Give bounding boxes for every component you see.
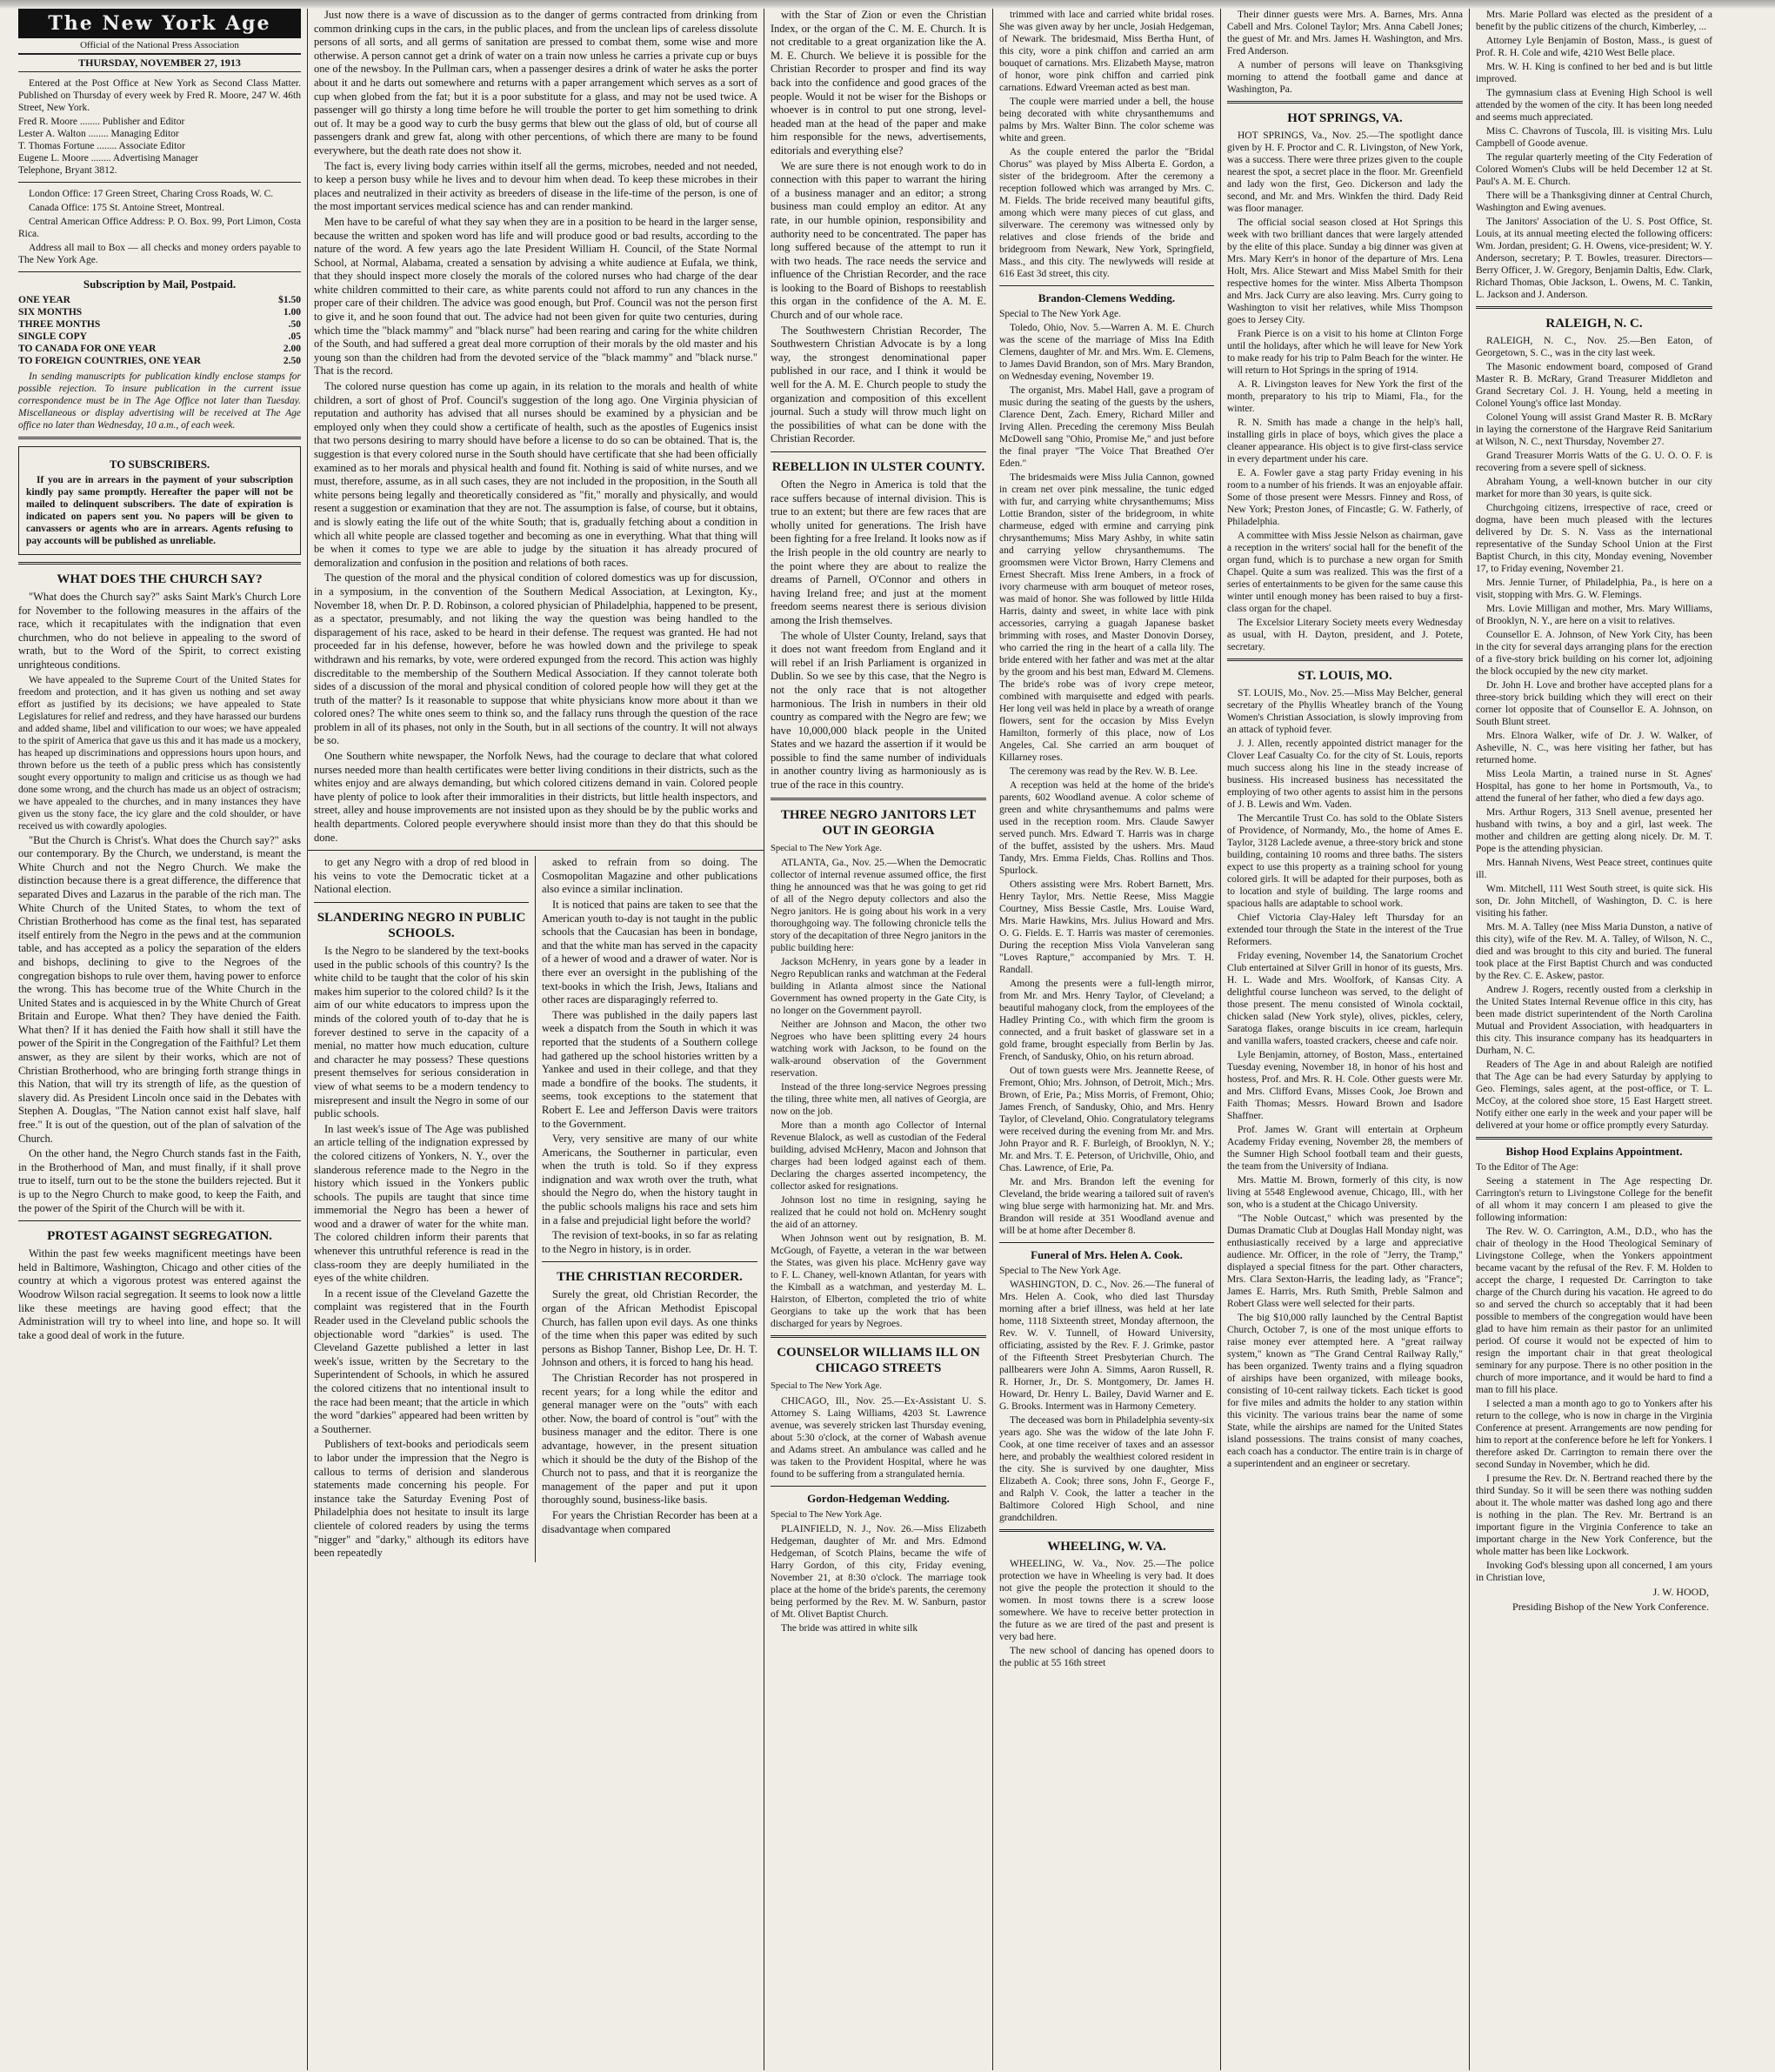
- recorder-p1: Surely the great, old Christian Recorder, the organ of the African Methodist Episcopal Church, has fallen upon evil days. As one thinks of the time when this paper was edited by such persons as Bishop Tanner, Bishop Lee, Dr. H. T. Johnson and others, it is forced to hang his head.: [542, 1288, 757, 1369]
- staff-line: T. Thomas Fortune ........ Associate Editor: [18, 141, 185, 151]
- janitors-p7: When Johnson went out by resignation, B. M. McGough, of Fayette, a veteran in the war between the States, was given his place. McHenry gave way to F. L. Chaney, well-known Atlantan, for years with the Kimball as a watchman, and yesterday M. L. Hairston, of Elberton, completed the trio of white Georgians to take up the work that has been discharged for years by Negroes.: [771, 1233, 986, 1330]
- rate-row: [18, 355, 301, 367]
- recorder-p4: with the Star of Zion or even the Christian Index, or the organ of the C. M. E. Church. It is not creditable to a great organization like the A. M. E. Church. We believe it is possible for the Christian Recorder to prosper and find its way back into the confidence and good graces of the people. Would it not be wiser for the Bishops or whoever is in control to put one strong, level-headed man at the head of the paper and make him responsible for the news, advertisements, editorials and everything else?: [771, 9, 986, 157]
- right-p2: Attorney Lyle Benjamin of Boston, Mass., is guest of Prof. R. H. Cole and wife, 4210 West Belle place.: [1476, 36, 1712, 58]
- wheeling-p1: WHEELING, W. Va., Nov. 25.—The police protection we have in Wheeling is very bad. It does not give the people the protection it should to the women. In most towns there is a screw loose somewhere. We have to receive better protection in the future as we are tired of the past and present is very bad here.: [999, 1559, 1214, 1642]
- brandon-p8: Out of town guests were Mrs. Jeannette Reese, of Fremont, Ohio; Mrs. Johnson, of Detroit, Mich.; Mrs. Brown, of Erie, Pa.; Miss Morris, of Fremont, Ohio; James French, of Sandusky, Ohio, and Mrs. Henry Taylor, of Cleveland, Ohio. Congratulatory telegrams were received during the evening from Mr. and Mrs. John Prayor and R. F. Burleigh, of Brooklyn, N. Y.; Mr. and Mrs. T. E. Peterson, of Urichville, Ohio, and Chas. Lawrence, of Erie, Pa.: [999, 1066, 1214, 1173]
- society-p1: Their dinner guests were Mrs. A. Barnes, Mrs. Anna Cabell and Mrs. Colonel Taylor; Mrs. Anna Cabell Jones; the guest of Mr. and Mrs. James H. Washington, and Mrs. Fred Anderson.: [1227, 10, 1463, 57]
- janitors-p1: ATLANTA, Ga., Nov. 25.—When the Democratic collector of internal revenue assumed office, the first thing he announced was that he was going to get rid of all of the Negro deputy collectors and also the Negro janitors. He is going about his work in a very thoroughgoing way. The following chronicle tells the story of the decapitation of three Negro janitors in the public building here:: [771, 858, 986, 954]
- bishop-hood-p1: Seeing a statement in The Age respecting Dr. Carrington's return to Livingstone College for the benefit of all whom it may concern I am pleased to give the following information:: [1476, 1176, 1712, 1223]
- rate-row: [18, 306, 301, 318]
- right-p7: There will be a Thanksgiving dinner at Central Church, Washington and Ewing avenues.: [1476, 190, 1712, 213]
- divider: [18, 562, 301, 565]
- raleigh-p16: Mrs. M. A. Talley (nee Miss Maria Dunston, a native of this city), wife of the Rev. M. A. Talley, of Wilson, N. C., died and was brought to this city and buried. The funeral took place at the First Baptist Church and was conducted by the Rev. C. E. Askew, pastor.: [1476, 922, 1712, 981]
- wheeling-heading: WHEELING, W. VA.: [1047, 1540, 1166, 1554]
- water-p4: The colored nurse question has come up again, in its relation to the morals and health of white children, a sort of ghost of Prof. Council's suggestion of the long ago. One Virginia physician of reputation and authority has advised that all nurses should be examined by a physician and be employed only when they could show a certificate of health, such as the apostles of Eugenics insist that two persons desiring to marry should have before a license to do so can be obtained. That is, the suggestion is that every colored nurse in the South should have certificate that she had been officially examined as to her morals and physical health and found fit. Nothing is said of white nurses, and we must, therefore, assume, as in all such cases, they are not included in the proposition, in the South all white persons being legally and theoretically considered as "fit," morally and physically, and would resent a suggestion or examination that they are not. The assumption is false, of course, but it obtains, and is slowly eating the life out of the white South; that is, gradually fetching about a condition in which all white people are classed together and becoming as one in everything. What that thing will be when it comes to type we are able to judge by the situation it has already procured of demoralization and confusion in the position and relations of both races.: [314, 380, 757, 569]
- raleigh-p12: Miss Leola Martin, a trained nurse in St. Agnes' Hospital, has gone to her home in Portsmouth, Va., to attend the funeral of her father, who died a few days ago.: [1476, 769, 1712, 804]
- submission-note: In sending manuscripts for publication kindly enclose stamps for possible rejection. To insure publication in the current issue correspondence must be in The Age Office not later than Tuesday. Miscellaneous or display advertising will be received at The Age office no later than Wednesday, 10 a.m., of each week.: [18, 371, 301, 431]
- right-p1: Mrs. Marie Pollard was elected as the president of a benefit by the public citizens of the church, Kimberley, ...: [1476, 10, 1712, 32]
- st-louis-p8: Mrs. Mattie M. Brown, formerly of this city, is now living at 5548 Englewood avenue, Chicago, Ill., with her son, who is a student at the Chicago University.: [1227, 1175, 1463, 1210]
- raleigh-p9: Counsellor E. A. Johnson, of New York City, has been in the city for several days arranging plans for the erection of a five-story brick building on his corner lot, adjoining the block occupied by the new city market.: [1476, 630, 1712, 677]
- hot-springs-p2: The official social season closed at Hot Springs this week with two brilliant dances that were largely attended by the elite of this place. Sunday a big dinner was given at Mrs. Mary Kerr's in honor of the departure of Mrs. Lena Holt, Mrs. Alice Stewart and Miss Mabel Smith for their respective homes for the winter. Miss Alberta Thompson and Mrs. Jack Curry are also leaving. Mrs. Curry going to Washington to visit her relatives, while Miss Thompson goes to Jersey City.: [1227, 217, 1463, 325]
- masthead-subtitle: Official of the National Press Association: [80, 40, 239, 50]
- raleigh-p2: The Masonic endowment board, composed of Grand Master R. B. McRary, Grand Treasurer Middleton and Grand Secretary Col. J. H. Young, held a meeting in Colonel Young's office last Monday.: [1476, 362, 1712, 409]
- slandering-p8: Very, very sensitive are many of our white Americans, the Southerner in particular, even when the truth is told. So if they express indignation and wax wroth over the truth, what should the Negro do, when the history taught in the public schools maligns his race and sets him in a false and prejudicial light before the world?: [542, 1133, 757, 1226]
- divider: [18, 1220, 301, 1221]
- column-1: [12, 9, 308, 2070]
- janitors-heading: THREE NEGRO JANITORS LET OUT IN GEORGIA: [780, 807, 977, 838]
- counselor-heading: COUNSELOR WILLIAMS ILL ON CHICAGO STREETS: [777, 1346, 980, 1376]
- letter-salutation: To the Editor of The Age:: [1476, 1162, 1579, 1173]
- recorder-heading: THE CHRISTIAN RECORDER.: [557, 1270, 743, 1285]
- editorial-wide: [308, 9, 764, 845]
- slandering-p2: In last week's issue of The Age was published an article telling of the indignation expressed by the colored citizens of Yonkers, N. Y., over the slanderous reference made to the Negro in the history which issued in the Yonkers public schools. The pupils are taught that since time immemorial the Negro has been a hewer of wood and a drawer of water for the white man. The colored children inform their parents that whenever this untruthful reference is read in the class-room they are deeply humiliated in the eyes of the white children.: [314, 1122, 529, 1285]
- recorder-p6: The Southwestern Christian Recorder, The Southwestern Christian Advocate is by a long way, the strongest denominational paper published in our race, and I think it would be well for the A. M. E. Church people to study the organization and composition of this excellent journal. Such a study will throw much light on the possibilities of what can be done with the Christian Recorder.: [771, 324, 986, 445]
- hot-springs-p3: Frank Pierce is on a visit to his home at Clinton Forge until the holidays, after which he will leave for New York to make ready for his trip to Palm Beach for the winter. He will return to Hot Springs in the spring of 1914.: [1227, 329, 1463, 376]
- water-p1: Just now there is a wave of discussion as to the danger of germs contracted from drinking from common drinking cups in the cars, in the public places, and from the unclean lips of careless dissolute persons of all sorts, and all germs of sanitation are pressed to combat them, some wise and more otherwise. A person cannot get a drink of water on a train now unless he carries a private cup or buys one of the newsboy. In the Pullman cars, when a passenger desires a drink of water he asks the porter about it and he darts out somewhere and returns with a paper arrangement which serves as a sort of cup when globed from the fat; but it is a poor substitute for a glass, and may not be used twice. A passenger will go thirsty a long time before he will trouble the porter to get him something to drink out of. It may be a good way to curb the busy germs that blew out the glass of old, but of course all passengers drank and grew fat, along with other percentions, of which there are many to be found everywhere, but the death rate does not show it.: [314, 9, 757, 157]
- slandering-p4: Publishers of text-books and periodicals seem to labor under the impression that the Negro is callous to terms of derision and slanderous statements made concerning his people. For instance take the Saturday Evening Post of Philadelphia does not hesitate to insult its large clientele of colored readers by using the terms "nigger" and "darky," although its editors have been repeatedly: [314, 1438, 529, 1560]
- raleigh-p6: Churchgoing citizens, irrespective of race, creed or dogma, have been much pleased with the lectures delivered by Dr. S. N. Vass as the international representative of the Sunday School Union at the First Baptist Church, in this city, Monday evening, November 17, to Friday evening, November 21.: [1476, 503, 1712, 574]
- hot-springs-p8: The Excelsior Literary Society meets every Wednesday as usual, with H. Dayton, president, and J. Potete, secretary.: [1227, 618, 1463, 652]
- rebellion-p2: The whole of Ulster County, Ireland, says that it does not want freedom from England and it will rebel if an Irish Parliament is organized in Dublin. So we see by this case, that the Negro is not the only race that is not altogether harmonious. The Irish in numbers in their old country as compared with the Negro are few; we have 10,000,000 black people in the United States and we hazard the assertion if it would be possible to find the same number of individuals in another country living as harmoniously as is true of the race in this country.: [771, 629, 986, 792]
- negro-drop-text: to get any Negro with a drop of red blood in his veins to vote the Democratic ticket at a National election.: [314, 856, 529, 896]
- column-3: [764, 9, 993, 2070]
- to-subscribers-body: If you are in arrears in the payment of your subscription kindly pay same promptly. Hereafter the paper will not be mailed to delinquent subscribers. The date of expiration is indicated on papers sent you. No papers will be given to canvassers or agents who are in arrears. Agents refusing to pay accounts will be published as unreliable.: [26, 475, 293, 546]
- dateline-special: Special to The New York Age.: [771, 1509, 882, 1520]
- brandon-p5: A reception was held at the home of the bride's parents, 602 Woodland avenue. A color scheme of green and white chrysanthemums and palms were used in the reception room. Mrs. Claude Sawyer served punch. Mrs. Edward T. Harris was in charge of the buffet, assisted by the ushers. Mrs. Maud Tandy, Mrs. Emma Fields, Chas. Rollins and Thos. Spurlock.: [999, 780, 1214, 876]
- church-heading: WHAT DOES THE CHURCH SAY?: [57, 572, 263, 586]
- column-2b: [536, 856, 764, 1562]
- right-p8: The Janitors' Association of the U. S. Post Office, St. Louis, at its annual meeting elected the following officers: Wm. Jordan, president; G. H. Owens, vice-president; W. Y. Anderson, secretary; P. T. Bowles, treasurer. Directors—Berry Officer, J. W. Gregory, Benjamin Daltis, Edw. Clark, Richard Thomas, Obie Jackson, L. Owens, M. C. Tankin, L. Jackson and J. Anderson.: [1476, 217, 1712, 300]
- divider: [771, 1486, 986, 1487]
- raleigh-p1: RALEIGH, N. C., Nov. 25.—Ben Eaton, of Georgetown, S. C., was in the city last week.: [1476, 336, 1712, 358]
- office-line: Canada Office: 175 St. Antoine Street, Montreal.: [29, 203, 224, 213]
- church-p3: "But the Church is Christ's. What does the Church say?" asks our contemporary. By the Church, we understand, is meant the White Church and not the Negro Church. We make the distinction because there is a great difference, the difference that separated Dives and Lazarus in the parable of the rich man. The White Church of the United States, to whom the text of Christian Brotherhood has come as the final test, has separated itself entirely from the Negro in the pews and at the communion table, and has accepted as a policy the separation of the elders and bishops, declining to give to the Negroes of the congregation bishops to rule over them, having power to enforce the wrong. This has become true of the White Church in the United States and is acquiesced in by the White Church of Great Britain and Europe. What then? They have denied the Faith. What then? If it has denied the Faith how shall it still have the power of the Spirit in the Congregation of the Faithful? Let them answer, as they are silent by their works, which are not of Christian Brotherhood, who are bringing forth strange things in this Nation, that will try its strength of life, as the question of slavery did. As President Lincoln once said in the Debates with Stephen A. Douglas, "The Nation cannot exist half slave, half free." It is out of the question, out of the plan of salvation of the Church.: [18, 833, 301, 1145]
- bishop-hood-p2: The Rev. W. O. Carrington, A.M., D.D., who has the chair of theology in the Hood Theological Seminary of Livingstone College, when the Yonkers appointment became vacant by the refusal of the Rev. F. M. Holden to accept the charge, I requested Dr. Carrington to take charge of the Church during his vacation. He agreed to do so and served the church so acceptably that it had been possible to members of the congregation would have been glad to have him remain as their pastor for an unlimited period. Of course it would not be expected of him to resign the important chair in that great theological seminary for any purpose. There is no other position in the church of more importance, and it would be hard to find a man to fill his place.: [1476, 1226, 1712, 1395]
- brandon-p1: Toledo, Ohio, Nov. 5.—Warren A. M. E. Church was the scene of the marriage of Miss Ina Edith Clemens, daughter of Mr. and Mrs. Wm. E. Clemens, to James David Brandon, son of Mrs. Mary Brandon, on Wednesday evening, November 19.: [999, 323, 1214, 382]
- church-p1: "What does the Church say?" asks Saint Mark's Church Lore for November to the following measures in the affairs of the race, which it recapitulates with the indignation that even churchmen, who do not believe in appealing to the sword of wrath, but to the Word of the Spirit, to correct existing unrighteous conditions.: [18, 591, 301, 671]
- divider: [1476, 1137, 1712, 1140]
- hot-springs-p6: E. A. Fowler gave a stag party Friday evening in his room to a number of his friends. It was an enjoyable affair. Some of those present were Messrs. Finney and Ross, of New York; Preston Jones, of Fincastle; G. W. Fatherly, of Philadelphia.: [1227, 468, 1463, 527]
- divider: [1227, 658, 1463, 661]
- bishop-hood-p4: I presume the Rev. Dr. N. Bertrand reached there by the third Sunday. So it will be seen there was nothing sudden about it. The whole matter was dashed long ago and there is nothing in the plan. The Rev. Mr. Bertrand is an important figure in the Virginia Conference to take an important charge in the New York Conference, but the whole matter has been like Lockwork.: [1476, 1474, 1712, 1557]
- protest-heading: PROTEST AGAINST SEGREGATION.: [47, 1229, 272, 1244]
- divider: [771, 1335, 986, 1338]
- divider: [308, 850, 764, 851]
- raleigh-p5: Abraham Young, a well-known butcher in our city market for more than 30 years, is quite sick.: [1476, 477, 1712, 499]
- janitors-p2: Jackson McHenry, in years gone by a leader in Negro Republican ranks and watchman at the Federal building in Atlanta almost since the National Government has owned property in the Gate City, is no longer on the Government payroll.: [771, 957, 986, 1017]
- st-louis-p1: ST. LOUIS, Mo., Nov. 25.—Miss May Belcher, general secretary of the Phyllis Wheatley branch of the Young Women's Christian Association, is slowly improving from an attack of typhoid fever.: [1227, 688, 1463, 735]
- scan-edge-shadow: [0, 0, 1775, 9]
- to-subscribers-box: [18, 446, 301, 555]
- janitors-p4: Instead of the three long-service Negroes pressing the tiling, three white men, all natives of Georgia, are now on the job.: [771, 1082, 986, 1118]
- water-p6: One Southern white newspaper, the Norfolk News, had the courage to declare that what colored nurses needed more than health certificates were better living conditions in their districts, such as the whites enjoy and are always demanding, but which colored citizens demand in vain. Colored people have plenty of police to look after their immoralities in their districts, but little health inspectors, and street, alley and house improvements are not insisted upon as they should be by the public works and health departments. Colored people everywhere should insist more than they do that this should be done.: [314, 750, 757, 844]
- office-line: Central American Office Address: P. O. Box. 99, Port Limon, Costa Rica.: [18, 217, 301, 239]
- dateline-special: Special to The New York Age.: [999, 1266, 1122, 1276]
- st-louis-p6: Lyle Benjamin, attorney, of Boston, Mass., entertained Tuesday evening, November 18, in honor of his host and hostess, Prof. and Mrs. R. H. Cole. Other guests were Mr. and Mrs. Clifford Evans, Misses Cook, Joe Brown and Faith Thomas; Messrs. Howard Brown and Isadore Shaffner.: [1227, 1050, 1463, 1121]
- raleigh-p11: Mrs. Elnora Walker, wife of Dr. J. W. Walker, of Asheville, N. C., was here visiting her father, but has returned home.: [1476, 731, 1712, 765]
- divider: [999, 285, 1214, 286]
- column-2: [308, 9, 764, 2070]
- gordon-p4: The couple were married under a bell, the house being decorated with white chrysanthemums and palms by Mrs. Walter Binn. The color scheme was white and green.: [999, 97, 1214, 144]
- editorial-split: [308, 856, 764, 1562]
- water-p3: Men have to be careful of what they say when they are in a position to be heard in the larger sense, because the written and spoken word has life and will produce good or bad results, according to the nature of the word. A few years ago the late President William H. Council, of the State Normal School, at Normal, Alabama, created a sensation by advising a white audience at Eufala, we think, that they should inspect more closely the morals of the colored nurses who had charge of the dear white children committed to their care, as white parents could not afford to run any chances in the proper care of their children. The advice was good enough, but Prof. Council was not the person first to give it, and he soon found that out. The advice had not been given for quite two centuries, during which time the "black mammy" and "black nurse" had been rearing and caring for the white children of the South, and had suffered a great deal more corruption of their morals by the old master and his young son than the children had from the devoted service of the "black mammy" and "black nurse." That is the record.: [314, 215, 757, 378]
- st-louis-p5: Friday evening, November 14, the Sanatorium Crochet Club entertained at Silver Grill in honor of its guests, Mrs. H. L. Wade and Mrs. Woolfork, of Kansas City. A delightful course luncheon was served, to the delight of those present. The menu consisted of Winola cocktail, chicken salad (New York style), olives, pickles, celery, Saratoga flakes, orange biscuits in ice cream, harlequin and vanilla wafers, toasted crackers, cheese and cafe noir.: [1227, 951, 1463, 1046]
- brandon-p6: Others assisting were Mrs. Robert Barnett, Mrs. Henry Taylor, Mrs. Nettie Reese, Miss Maggie Courtney, Miss Bessie Castle, Mrs. Louise Ward, Mrs. Marie Hawkins, Mrs. Julius Howard and Mrs. O. G. Fields. E. T. Harris was master of ceremonies. During the reception Miss Viola Vanveleran sang "Loves Rapture," accompanied by Mrs. T. H. Randall.: [999, 879, 1214, 975]
- rate-row: [18, 318, 301, 331]
- slandering-p7: There was published in the daily papers last week a dispatch from the South in which it was reported that the students of a Southern college had gathered up the school histories written by a Yankee and used in their college, and that they made a bondfire of the books. The students, it seems, took exceptions to the statement that Robert E. Lee and Jefferson Davis were traitors to the Government.: [542, 1008, 757, 1130]
- brandon-p4: The ceremony was read by the Rev. W. B. Lee.: [1010, 766, 1198, 777]
- hot-springs-p7: A committee with Miss Jessie Nelson as chairman, gave a reception in the writers' social hall for the benefit of the organ fund, which is to purchase a new organ for Smith Chapel. Quite a sum was realized. This was the first of a series of entertainments to be given for the same cause this winter until enough money has been raised to buy a first-class organ for the chapel.: [1227, 531, 1463, 614]
- divider: [771, 451, 986, 452]
- raleigh-p7: Mrs. Jennie Turner, of Philadelphia, Pa., is here on a visit, stopping with Mrs. G. W. Flemings.: [1476, 578, 1712, 600]
- divider: [542, 1261, 757, 1262]
- dateline-special: Special to The New York Age.: [999, 309, 1122, 319]
- st-louis-p3: The Mercantile Trust Co. has sold to the Oblate Sisters of Providence, of Normandy, Mo., the home of Ames E. Taylor, 3128 Laclede avenue, a three-story brick and stone building, containing 10 rooms and three baths. The sisters expect to use this property as a training school for young colored girls. It will be adapted for their purposes, both as to location and style of building. The large rooms and spacious halls are adaptable to school work.: [1227, 813, 1463, 909]
- signature-title: Presiding Bishop of the New York Conference.: [1512, 1601, 1709, 1613]
- slandering-p9: The revision of text-books, in so far as relating to the Negro in history, is in order.: [542, 1229, 757, 1255]
- right-p5: Miss C. Chavrons of Tuscola, Ill. is visiting Mrs. Lulu Campbell of Goode avenue.: [1476, 126, 1712, 149]
- raleigh-p15: Wm. Mitchell, 111 West South street, is quite sick. His son, Dr. John Mitchell, of Washington, D. C. is here visiting his father.: [1476, 884, 1712, 919]
- recorder-p3: For years the Christian Recorder has been at a disadvantage when compared: [542, 1508, 757, 1535]
- st-louis-p7: Prof. James W. Grant will entertain at Orpheum Academy Friday evening, November 28, the members of the Sumner High School football team and their guests, the team from the University of Indiana.: [1227, 1125, 1463, 1172]
- divider: [18, 271, 301, 272]
- rate-price: 1.00: [283, 307, 301, 317]
- masthead-block: [18, 77, 301, 431]
- right-p6: The regular quarterly meeting of the City Federation of Colored Women's Clubs will be held December 12 at St. Paul's A. M. E. Church.: [1476, 152, 1712, 187]
- hot-springs-p5: R. N. Smith has made a change in the help's hall, installing girls in place of boys, which gives the place a cleaner appearance. His object is to give first-class service in every department under his care.: [1227, 418, 1463, 465]
- janitors-p5: More than a month ago Collector of Internal Revenue Blalock, as well as custodian of the Federal building, advised McHenry, Macon and Johnson that charges had been lodged against each of them. Declaring the charges asserted incompetency, the collector asked for resignations.: [771, 1120, 986, 1193]
- slandering-p3: In a recent issue of the Cleveland Gazette the complaint was registered that in the Fourth Reader used in the Cleveland public schools the objectionable word "darkies" is used. The Cleveland Gazette published a letter in last week's issue, written by the Secretary to the Superintendent of Schools, in which he assured the colored citizens that no intentional insult to the race had been meant; that the article in which the word "darkies" appeared had been written by a Southerner.: [314, 1287, 529, 1435]
- rate-price: 2.00: [283, 344, 301, 354]
- masthead-title: The New York Age: [18, 9, 301, 38]
- gordon-p5: As the couple entered the parlor the "Bridal Chorus" was played by Miss Alberta E. Gordon, a sister of the bridegroom. After the ceremony a reception followed which was arranged by Mrs. C. M. Fields. The bride received many beautiful gifts, among which were many pieces of cut glass, and silverware. The ceremony was witnessed only by relatives and close friends of the bride and bridegroom from Newark, New York, Springfield, Mass., and this city. The newlyweds will reside at 616 East 3d street, this city.: [999, 147, 1214, 279]
- church-p4: On the other hand, the Negro Church stands fast in the Faith, in the Brotherhood of Man, and must finally, if it shall prove true to itself, turn out to be the stone the builders rejected. But it is up to the Negro Church to make good, to keep the Faith, and the power of the Spirit of the Church will be with it.: [18, 1147, 301, 1214]
- brandon-heading: Brandon-Clemens Wedding.: [1038, 291, 1176, 304]
- rate-row: [18, 331, 301, 343]
- hot-springs-p4: A. R. Livingston leaves for New York the first of the month, preparatory to his trip to Miami, Fla., for the winter.: [1227, 379, 1463, 414]
- church-p2: We have appealed to the Supreme Court of the United States for freedom and protection, and it has given us nothing and set away effort as justified by its decisions; we have appealed to State Legislatures for relief and redress, and they have harassed our burdens and added shame, libel and vilification to our woes; we have appealed to the spirit of America that gave us this and it has made us a mockery, has heaped up discriminations and oppressions hours upon hours, and thrown before us the teeth of a public press which has consistently sought every opportunity to malign and criticise us as though we had done some wrong, and the church has made us an object of ostracism; we have appealed to the churches, and in many instances they have given us the stony face, the icy glare and the cold shoulder, or have received us with cowardly apologies.: [18, 674, 302, 832]
- raleigh-p18: Readers of The Age in and about Raleigh are notified that The Age can be had every Saturday by applying to Geo. Flemings, sales agent, at the post-office, or T. L. McCoy, at the colored shoe store, 15 East Hargett street. Notify either one early in the week and your paper will be delivered at your home or office promptly every Saturday.: [1476, 1059, 1712, 1131]
- bishop-hood-p5: Invoking God's blessing upon all concerned, I am yours in Christian love,: [1476, 1561, 1712, 1583]
- water-p2: The fact is, every living body carries within itself all the germs, microbes, needed and not needed, to keep a person busy while he lives and to devour him when dead. To keep these microbes in their places and neutralized in their activity as breeders of disease in the life-time of the person, is one of the most important services medical science has and can render mankind.: [314, 159, 757, 213]
- divider: [999, 1529, 1214, 1532]
- column-5: [1221, 9, 1470, 2070]
- divider: [18, 182, 301, 183]
- bishop-hood-p3: I selected a man a month ago to go to Yonkers after his return to the college, who is now in charge in the Virginia Conference at present. Arrangements are now pending for him to report at the conference before he left for Yonkers. I therefore asked Dr. Carrington to remain there over the second Sunday in November, which he did.: [1476, 1399, 1712, 1470]
- gordon-p2: The bride was attired in white silk: [781, 1623, 918, 1634]
- rate-price: 2.50: [283, 356, 301, 366]
- column-4: [993, 9, 1221, 2070]
- st-louis-p4: Chief Victoria Clay-Haley left Thursday for an extended tour through the State in the interest of the True Reformers.: [1227, 912, 1463, 947]
- rate-label: TO FOREIGN COUNTRIES, ONE YEAR: [18, 356, 201, 366]
- rate-label: ONE YEAR: [18, 295, 70, 305]
- society-p2: A number of persons will leave on Thanksgiving morning to attend the football game and dance at Washington, Pa.: [1227, 60, 1463, 95]
- rate-price: $1.50: [278, 295, 301, 305]
- column-6: [1470, 9, 1718, 2070]
- cook-p2: The deceased was born in Philadelphia seventy-six years ago. She was the widow of the late John F. Cook, at one time receiver of taxes and an assessor here, and probably the wealthiest colored resident in the city. She is survived by one daughter, Miss Elizabeth A. Cook; three sons, John F., George F., and Ralph V. Cook, the latter a teacher in the Baltimore Colored High School, and nine grandchildren.: [999, 1415, 1214, 1523]
- remit-note: Address all mail to Box — all checks and money orders payable to The New York Age.: [18, 243, 301, 265]
- divider: [1476, 306, 1712, 309]
- wheeling-p2: The new school of dancing has opened doors to the public at 55 16th street: [999, 1646, 1214, 1668]
- right-p4: The gymnasium class at Evening High School is well attended by the women of the city. It has been long needed and seems much appreciated.: [1476, 88, 1712, 123]
- recorder-p5: We are sure there is not enough work to do in connection with this paper to warrant the hiring of a business manager and an editor; a strong business man could employ an editor. At any rate, in our humble opinion, responsibility and authority need to be concentrated. The paper has long suffered because of the attempt to run it with two heads. The race needs the service and influence of the Christian Recorder, and the race is looking to the Board of Bishops to reestablish this organ in the confidence of the A. M. E. Church and of our whole race.: [771, 159, 986, 322]
- rate-price: .50: [288, 319, 301, 330]
- office-line: London Office: 17 Green Street, Charing Cross Roads, W. C.: [29, 189, 274, 199]
- gordon-p3: trimmed with lace and carried white bridal roses. She was given away by her uncle, Josiah Hedgeman, of Newark. The bridesmaid, Miss Bertha Hunt, of this city, wore a pink chiffon and carried an arm bouquet of carnations. Mrs. Elizabeth Mayse, matron of honor, wore pink chiffon and carried pink carnations. Edward Vreeman acted as best man.: [999, 10, 1214, 93]
- issue-date: THURSDAY, NOVEMBER 27, 1913: [18, 53, 301, 72]
- divider: [18, 437, 301, 439]
- raleigh-p4: Grand Treasurer Morris Watts of the G. U. O. O. F. is recovering from a severe spell of sickness.: [1476, 451, 1712, 473]
- to-subscribers-heading: TO SUBSCRIBERS.: [109, 458, 210, 471]
- rate-label: SINGLE COPY: [18, 331, 87, 342]
- raleigh-p3: Colonel Young will assist Grand Master R. B. McRary in laying the cornerstone of the Hargrave Reid Sanitarium at Wilson, N. C., next Thursday, November 27.: [1476, 412, 1712, 447]
- st-louis-p2: J. J. Allen, recently appointed district manager for the Clover Leaf Casualty Co. for the city of St. Louis, reports much success along his line in the steady increase of business. His increased business has necessitated the employing of two other agents to assist him in the persons of J. B. Lewis and Wm. Vaden.: [1227, 739, 1463, 810]
- bishop-hood-heading: Bishop Hood Explains Appointment.: [1505, 1145, 1683, 1158]
- raleigh-p17: Andrew J. Rogers, recently ousted from a clerkship in the United States Internal Revenue office in this city, has been made district superintendent of the North Carolina Mutual and Provident Association, with headquarters in this city. This insurance company has its headquarters in Durham, N. C.: [1476, 985, 1712, 1056]
- cook-heading: Funeral of Mrs. Helen A. Cook.: [1031, 1248, 1183, 1261]
- raleigh-p13: Mrs. Arthur Rogers, 313 Snell avenue, presented her husband with twins, a boy and a girl, last week. The mother and children are getting along nicely. Dr. M. T. Pope is the attending physician.: [1476, 807, 1712, 854]
- rate-label: SIX MONTHS: [18, 307, 83, 317]
- telephone: Telephone, Bryant 3812.: [18, 165, 117, 176]
- slandering-p6: It is noticed that pains are taken to see that the American youth to-day is not taught in the public schools that the Caucasian has been in bondage, and that the white man has served in the capacity of a hewer of wood and a drawer of water. Nor is there ever an oversight in the publishing of the text-books in which the Irish, Jews, Italians and other races are disparagingly referred to.: [542, 899, 757, 1006]
- staff-line: Eugene L. Moore ........ Advertising Manager: [18, 153, 198, 164]
- counselor-p1: CHICAGO, Ill., Nov. 25.—Ex-Assistant U. S. Attorney S. Laing Williams, 4203 St. Lawrence avenue, was severely stricken last Thursday evening, about 5:30 o'clock, at the corner of Wabash avenue and Adams street. An ambulance was called and he was taken to the Provident Hospital, where he was found to be suffering from a strangulated hernia.: [771, 1395, 986, 1480]
- rate-label: THREE MONTHS: [18, 319, 101, 330]
- rate-price: .05: [288, 331, 301, 342]
- brandon-p3: The bridesmaids were Miss Julia Cannon, gowned in cream net over pink messaline, the tunic edged with fur, and carrying white chrysanthemums; Miss Lottie Brandon, sister of the bridegroom, in white charmeuse, edged with ermine and carrying pink chrysanthemums; Miss Mary Ashby, in white satin and carrying yellow chrysanthemums. The groomsmen were Victor Brown, Harry Clemens and Ernest Shecraft. Miss Irene Ambers, in a frock of ivory charmeuse with arm bouquet of meteor roses, was maid of honor. She was followed by little Hilda Harris, dainty and sweet, in white lace with pink accessories, carrying a guagah Japanese basket brimming with roses, and Master Donovin Dorsey, who carried the ring in the heart of a calla lily. The bride entered with her father and was met at the altar by the groom and his best man, Edward M. Clemens. The bride's robe was of ivory crepe meteor, combined with marquisette and edged with pearls. Her long veil was held in place by a wreath of orange flowers, sent for the occasion by Miss Evelyn Hamilton, formerly of this place, now of Los Angeles, Cal. She carried an arm bouquet of Killarney roses.: [999, 472, 1214, 763]
- gordon-p1: PLAINFIELD, N. J., Nov. 26.—Miss Elizabeth Hedgeman, daughter of Mr. and Mrs. Edmond Hedgeman, of Scotch Plains, became the wife of Harry Gordon, of this city, Friday evening, November 21, at 8:30 o'clock. The marriage took place at the home of the bride's parents, the ceremony being performed by the Rev. M. W. Sanburn, pastor of Mt. Olivet Baptist Church.: [771, 1524, 986, 1621]
- slandering-p1: Is the Negro to be slandered by the text-books used in the public schools of this country? Is the white child to be taught that the color of his skin makes him superior to the colored child? Is it the aim of our white educators to impress upon the minds of the colored youth of to-day that he is forever destined to serve in the capacity of a menial, no matter how much education, culture and character he may possess? These questions present themselves for serious consideration in view of what seems to be a modern tendency to misrepresent and insult the Negro in some of our public schools.: [314, 945, 529, 1120]
- raleigh-p14: Mrs. Hannah Nivens, West Peace street, continues quite ill.: [1476, 858, 1712, 880]
- janitors-p6: Johnson lost no time in resigning, saying he realized that he could not hold on. McHenry sought the aid of an attorney.: [771, 1195, 986, 1231]
- st-louis-heading: ST. LOUIS, MO.: [1298, 669, 1392, 683]
- divider: [1227, 101, 1463, 104]
- rate-row: [18, 294, 301, 306]
- protest-body: Within the past few weeks magnificent meetings have been held in Baltimore, Washington, Chicago and other cities of the country at which a vigorous protest was entered against the Woodrow Wilson racial segregation. It seems to look now a little like these meetings are having good effect; that the Administration will try to wheel into line, and hope so. It will take a good deal of work in the future.: [18, 1247, 301, 1341]
- staff-line: Fred R. Moore ........ Publisher and Editor: [18, 117, 185, 127]
- gordon-heading: Gordon-Hedgeman Wedding.: [807, 1491, 950, 1505]
- divider: [999, 1242, 1214, 1243]
- raleigh-heading: RALEIGH, N. C.: [1545, 317, 1643, 331]
- brandon-p7: Among the presents were a full-length mirror, from Mr. and Mrs. Henry Taylor, of Cleveland; a beautiful mahogany clock, from the employees of the Hadley Printing Co., with which firm the groom is connected, and a fruit basket of glassware set in a gold frame, brought especially from Berlin by Jas. French, of Sandusky, Ohio, on his return abroad.: [999, 979, 1214, 1062]
- divider: [771, 798, 986, 800]
- column-2a: [308, 856, 536, 1562]
- brandon-p2: The organist, Mrs. Mabel Hall, gave a program of music during the seating of the guests by the ushers, Clarence Dent, Zach. Emery, Richard Miller and Irving Allen. Preceding the ceremony Miss Beulah McDowell sang "Ohio, Promise Me," and just before the final prayer "The Voice That Breathed O'er Eden.": [999, 385, 1214, 469]
- water-p5: The question of the moral and the physical condition of colored domestics was up for discussion, in a symposium, in the convention of the Southern Medical Association, at Lexington, Ky., November 18, when Dr. P. D. Robinson, a colored physician of Philadelphia, happened to be present, as a spectator, presumably, and not liking the way the question was being handled to the disparagement of his race, asked to be heard in their defense. The request was granted. He had not proceeded far in his defense, however, before he was howled down and the privilege to speak withdrawn and his remarks, by vote, were ordered expunged from the record. This action was highly discreditable to the membership of the Southern Medical Association. If they cannot tolerate both sides of a discussion of the moral and physical condition of colored people how will they get at the truth of the matter? Is it reasonable to suppose that white physicians know more about it than we colored ones? The white ones seem to think so, and the fallacy runs through the question of the race problem in all of its phases, not only in the South, but in all sections of the country. It will not always be so.: [314, 571, 757, 747]
- signature: J. W. HOOD,: [1652, 1586, 1709, 1598]
- slandering-p5: asked to refrain from so doing. The Cosmopolitan Magazine and other publications also evince a similar inclination.: [542, 856, 757, 896]
- subscription-heading: Subscription by Mail, Postpaid.: [83, 277, 237, 291]
- raleigh-p8: Mrs. Lovie Milligan and mother, Mrs. Mary Williams, of Brooklyn, N. Y., are here on a visit to relatives.: [1476, 604, 1712, 626]
- staff-line: Lester A. Walton ........ Managing Editor: [18, 129, 179, 139]
- slandering-heading: SLANDERING NEGRO IN PUBLIC SCHOOLS.: [317, 911, 526, 940]
- recorder-p2: The Christian Recorder has not prospered in recent years; for a long while the editor and general manager were on the "outs" with each other. Now, the board of control is "out" with the business manager and the editor. There is one advantage, however, in the present situation which it should be the duty of the Bishop of the Church not to pass, and that it is reorganize the management of the paper and put it upon thoroughly sound, business-like basis.: [542, 1372, 757, 1507]
- rebellion-p1: Often the Negro in America is told that the race suffers because of internal division. This is true to an extent; but there are few races that are wholly united for generations. The Irish have been fighting for a free Ireland. It looks now as if the Irish people in the old country are nearly to the point where they are about to realize the dreams of Parnell, O'Connor and others in having Ireland free; and just at the moment freedom seems nearest there is serious division among the Irish themselves.: [771, 478, 986, 626]
- dateline-special: Special to The New York Age.: [771, 843, 882, 853]
- hot-springs-p1: HOT SPRINGS, Va., Nov. 25.—The spotlight dance given by H. F. Proctor and C. R. Livingston, of New York, was a success. There were three prizes given to the couple nearest the spot, a secret place in the floor. Mr. Greenfield and lady won the first, Geo. Dickerson and lady the second, and Mr. and Mrs. Winkfen the third. Dady Reid was floor manager.: [1227, 130, 1463, 214]
- janitors-p3: Neither are Johnson and Macon, the other two Negroes who have been splitting every 24 hours watching work with Jackson, to be found on the walk-around observation of the Government reservation.: [771, 1019, 986, 1079]
- rebellion-heading: REBELLION IN ULSTER COUNTY.: [771, 460, 985, 474]
- cook-p1: WASHINGTON, D. C., Nov. 26.—The funeral of Mrs. Helen A. Cook, who died last Thursday morning after a brief illness, was held at her late home, 1118 Sixteenth street, Monday afternoon, the Rev. W. V. Tunnell, of Howard University, officiating, assisted by the Rev. F. J. Grimke, pastor of the Fifteenth Street Presbyterian Church. The pallbearers were John A. Simms, Aaron Russell, R. R. Horner, Jr., Dr. S. Montgomery, Dr. James H. Howard, Dr. Henry L. Bailey, David Warner and E. G. Brooks. Interment was in Harmony Cemetery.: [999, 1280, 1214, 1412]
- dateline-special: Special to The New York Age.: [771, 1381, 882, 1392]
- brandon-p9: Mr. and Mrs. Brandon left the evening for Cleveland, the bride wearing a tailored suit of raven's wing blue serge with harmonizing hat. Mr. and Mrs. Brandon will reside at 351 Woodland avenue and will be at home after December 8.: [999, 1177, 1214, 1236]
- entered-notice: Entered at the Post Office at New York as Second Class Matter. Published on Thursday of every week by Fred R. Moore, 247 W. 46th Street, New York.: [18, 78, 301, 113]
- raleigh-p10: Dr. John H. Love and brother have accepted plans for a three-story brick building which they will erect on their corner lot opposite that of Counsellor E. A. Johnson, on South Blunt street.: [1476, 680, 1712, 727]
- st-louis-p10: The big $10,000 rally launched by the Central Baptist Church, October 7, is one of the most unique efforts to raise money ever attempted here. A "great railway system," known as "The Grand Central Railway Rally," has been organized. Twenty trains and a flying squadron of airships have been organized, with mileage books, consisting of 10-cent railway tickets. Each ticket is good for five miles and admits the holder to any station within this vicinity. The various trains bear the name of some State, while the airships are named for the United States island possessions. The trains consist of many coaches, each coach has a conductor. The entire train is in charge of a superintendent and an engineer or secretary.: [1227, 1313, 1463, 1469]
- hot-springs-heading: HOT SPRINGS, VA.: [1287, 111, 1403, 125]
- rate-row: [18, 343, 301, 355]
- right-p3: Mrs. W. H. King is confined to her bed and is but little improved.: [1476, 62, 1712, 84]
- rate-label: TO CANADA FOR ONE YEAR: [18, 344, 157, 354]
- divider: [314, 902, 529, 903]
- st-louis-p9: "The Noble Outcast," which was presented by the Dumas Dramatic Club at Douglas Hall Monday night, was enthusiastically received by a large and appreciative audience. Mr. Officer, in the role of "Jerry, the Tramp," displayed a special fitness for the part. Other characters, Mrs. Clara Sexton-Harris, the leading lady, as "France"; James E. Harris, Mrs. Ruth Smith, Preble Salmon and Robert Glass were well selected for their parts.: [1227, 1213, 1463, 1309]
